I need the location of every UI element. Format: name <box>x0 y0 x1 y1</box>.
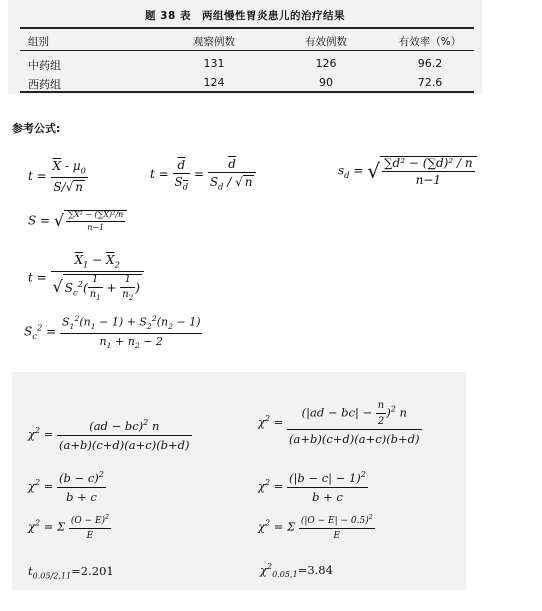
formula-pooled-variance: $S_c^2$ = $\frac{S_1^2(n_1 - 1) + S_2^2(n_2 - 1)}{n_1 + n_2 - 2}$ <box>24 314 201 350</box>
header-rate: 有效率（%） <box>398 36 462 48</box>
formula-chi-square-2x2: $\chi^2$ = $\frac{(ad - bc)^2 n}{(a+b)(c+d)(a+c)(b+d)}$ <box>28 418 190 452</box>
formula-pearson-chi-square: $\chi^2 = \Sigma$ $\frac{(O - E)^2}{E}$ <box>28 514 110 541</box>
critical-value-t: $t_{0.05/2,11}=2.201$ <box>28 564 114 581</box>
results-table <box>8 0 482 94</box>
cell-observed: 131 <box>203 57 225 70</box>
table-caption: 题 38 表 两组慢性胃炎患儿的治疗结果 <box>145 10 345 22</box>
cell-group: 中药组 <box>28 59 61 72</box>
formula-t-paired: t = $\frac{\overline{d}}{S_{\overline{d}}}$ = $\frac{\overline{d}}{S_d / √ n}$ <box>150 158 256 191</box>
cell-group: 西药组 <box>28 78 61 91</box>
formula-sd: $s_d$ = √ $\frac{\text{∑d² − (∑d)² / n}}{n-1}$ <box>338 156 477 186</box>
table-mid-rule <box>20 50 474 51</box>
table-top-rule <box>20 27 474 29</box>
formula-t-two-sample: t = $\overline{X}_1 - \overline{X}_2$ √ $S_c^2$( $\frac{1}{n_1}$ + $\frac{1}{n_2}$ ) <box>28 254 144 302</box>
formula-mcnemar: $\chi^2$ = $\frac{(b - c)^2}{b + c}$ <box>28 470 104 504</box>
cell-effective: 126 <box>315 57 337 70</box>
cell-rate: 96.2 <box>417 57 443 70</box>
cell-observed: 124 <box>203 76 225 89</box>
formula-mcnemar-corrected: $\chi^2$ = $\frac{(|b - c| - 1)^2}{b + c}$ <box>258 470 366 504</box>
cell-rate: 72.6 <box>417 76 443 89</box>
formula-chi-square-corrected: $\chi^2$ = (|ad − bc| − $\frac{n}{2}$ )$^2$ n (a+b)(c+d)(a+c)(b+d) <box>258 400 420 446</box>
table-bottom-rule <box>20 91 474 93</box>
cell-effective: 90 <box>319 76 333 89</box>
formula-s: S = √ $\frac{\text{∑X² − (∑X)²/n}}{n-1}$ <box>28 210 127 232</box>
critical-value-chi-square: $\chi^2_{0.05,1}=3.84$ <box>260 562 333 580</box>
header-observed: 观察例数 <box>193 36 235 48</box>
header-group: 组别 <box>28 36 49 48</box>
header-effective: 有效例数 <box>305 36 347 48</box>
reference-formulas-label: 参考公式: <box>12 122 61 135</box>
formula-t-single: t = $\frac{\overline{X} - \mu_0}{S/√ n}$ <box>28 159 86 194</box>
formula-pearson-chi-square-corrected: $\chi^2 = \Sigma$ $\frac{(|O - E| - 0.5)^2}{E}$ <box>258 514 373 541</box>
